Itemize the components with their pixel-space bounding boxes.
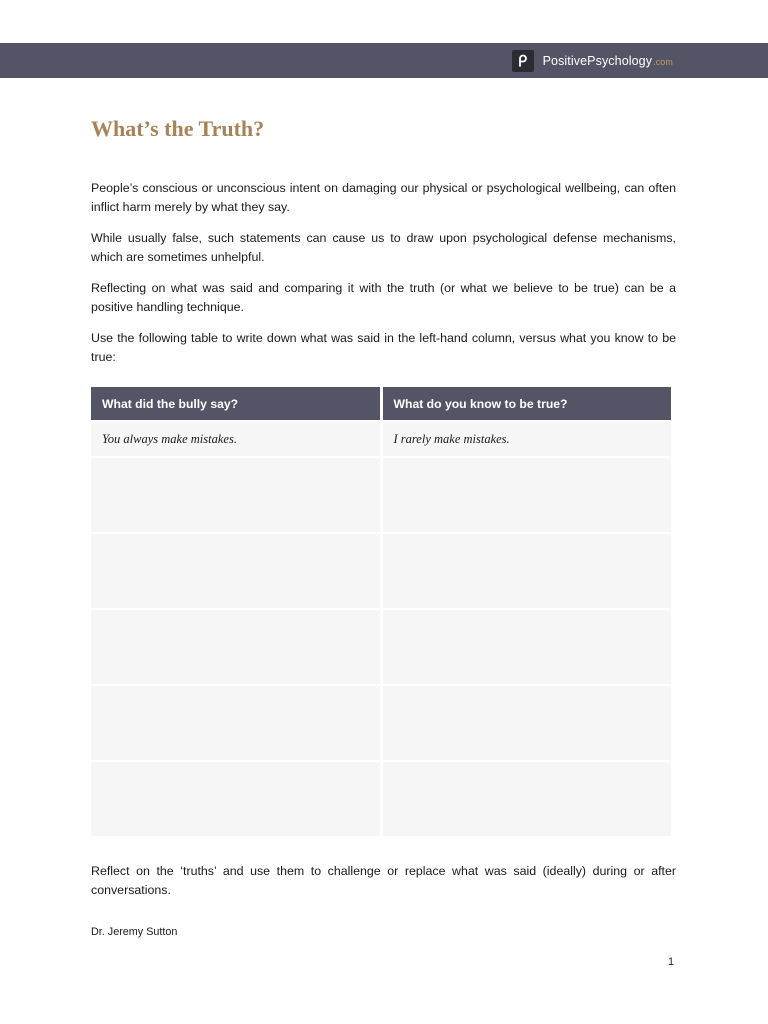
p-logo-icon xyxy=(512,50,534,72)
example-known-true: I rarely make mistakes. xyxy=(383,422,672,456)
blank-cell-said[interactable] xyxy=(91,762,380,836)
blank-cell-true[interactable] xyxy=(383,686,672,760)
example-bully-said: You always make mistakes. xyxy=(91,422,380,456)
page-title: What’s the Truth? xyxy=(91,116,265,141)
paragraph-defense: While usually false, such statements can cause us to draw upon psychological defense mechanisms, which are sometimes unhelpful. xyxy=(91,231,676,264)
table-row xyxy=(91,762,671,836)
paragraph-reflecting: Reflecting on what was said and comparing it with the truth (or what we believe to be true) can be a positive handling technique. xyxy=(91,281,676,314)
truth-table xyxy=(88,385,674,838)
brand-tld: .com xyxy=(653,57,673,67)
header-bully-said: What did the bully say? xyxy=(91,387,380,420)
brand-name: PositivePsychology.com xyxy=(542,54,673,68)
table-row xyxy=(91,534,671,608)
blank-cell-said[interactable] xyxy=(91,686,380,760)
brand[interactable] xyxy=(512,50,673,72)
table-header-row xyxy=(91,387,671,420)
blank-cell-said[interactable] xyxy=(91,458,380,532)
table-row xyxy=(91,686,671,760)
paragraph-intro: People’s conscious or unconscious intent on damaging our physical or psychological wellbeing, can often inflict harm merely by what they say. xyxy=(91,181,676,214)
blank-cell-true[interactable] xyxy=(383,610,672,684)
page-number: 1 xyxy=(668,956,675,968)
paragraph-closing: Reflect on the ‘truths’ and use them to challenge or replace what was said (ideally) during or after conversations. xyxy=(91,864,676,897)
blank-cell-true[interactable] xyxy=(383,762,672,836)
header-known-true: What do you know to be true? xyxy=(383,387,672,420)
paragraph-instructions: Use the following table to write down what was said in the left-hand column, versus what you know to be true: xyxy=(91,331,676,364)
table-row xyxy=(91,458,671,532)
author-name: Dr. Jeremy Sutton xyxy=(91,926,178,938)
table-row-example xyxy=(91,422,671,456)
blank-cell-said[interactable] xyxy=(91,610,380,684)
header-bar xyxy=(0,43,768,78)
blank-cell-said[interactable] xyxy=(91,534,380,608)
table-row xyxy=(91,610,671,684)
blank-cell-true[interactable] xyxy=(383,458,672,532)
blank-cell-true[interactable] xyxy=(383,534,672,608)
